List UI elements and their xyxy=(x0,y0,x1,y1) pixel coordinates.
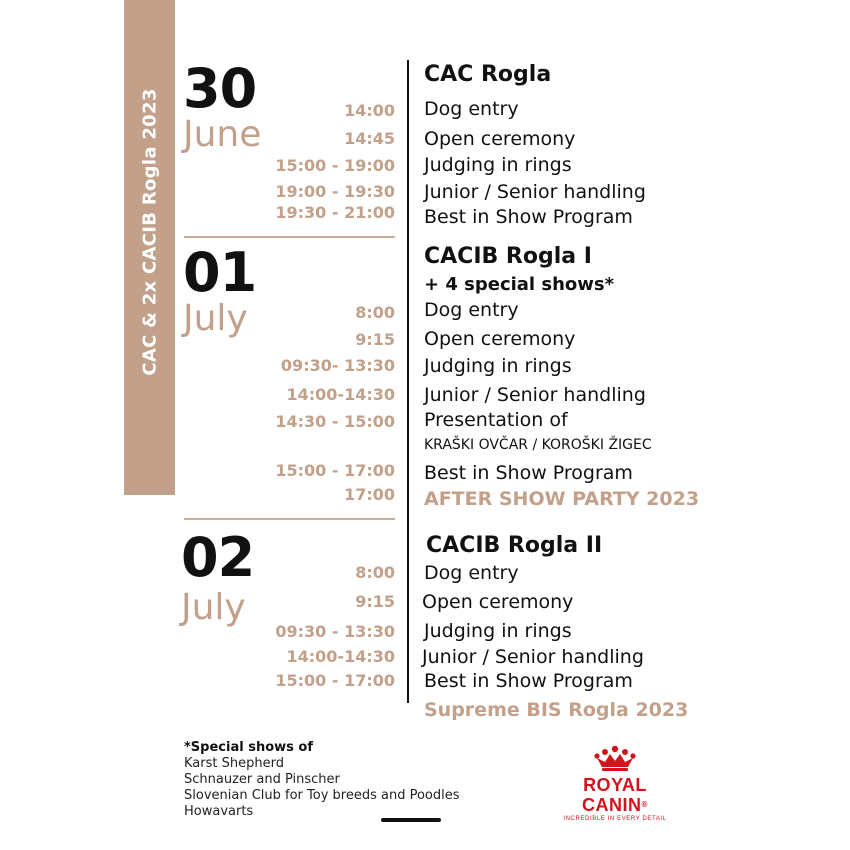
show-title: CACIB Rogla I xyxy=(424,244,592,269)
event-detail: KRAŠKI OVČAR / KOROŠKI ŽIGEC xyxy=(424,437,652,453)
note-item: Slovenian Club for Toy breeds and Poodles xyxy=(184,788,460,803)
time-slot: 15:00 - 17:00 xyxy=(275,671,395,690)
time-slot: 14:45 xyxy=(344,129,395,148)
event-label: Dog entry xyxy=(424,562,519,584)
time-slot: 9:15 xyxy=(355,330,395,349)
time-slot: 14:00 xyxy=(344,101,395,120)
time-slot: 14:00-14:30 xyxy=(286,647,395,666)
time-slot: 09:30- 13:30 xyxy=(280,356,395,375)
event-label: Open ceremony xyxy=(422,591,574,613)
note-title: *Special shows of xyxy=(184,740,313,755)
day-number: 01 xyxy=(183,241,257,304)
event-label: Judging in rings xyxy=(424,355,572,377)
day-divider xyxy=(184,518,395,520)
closing-highlight: Supreme BIS Rogla 2023 xyxy=(424,699,689,721)
show-title: CACIB Rogla II xyxy=(426,533,603,558)
time-slot: 09:30 - 13:30 xyxy=(275,622,395,641)
event-label: Best in Show Program xyxy=(424,670,633,692)
day-divider xyxy=(184,236,395,238)
special-shows-note xyxy=(184,740,460,820)
timeline-divider xyxy=(407,60,409,703)
event-label: Judging in rings xyxy=(424,620,572,642)
day-month: June xyxy=(183,114,262,155)
day-month: July xyxy=(181,587,246,628)
royal-canin-logo xyxy=(548,745,682,822)
time-slot: 15:00 - 19:00 xyxy=(275,156,395,175)
event-label: Junior / Senior handling xyxy=(424,384,646,406)
event-label: Junior / Senior handling xyxy=(422,646,644,668)
note-item: Karst Shepherd xyxy=(184,756,284,771)
show-title: CAC Rogla xyxy=(424,62,552,87)
event-label: Dog entry xyxy=(424,98,519,120)
time-slot: 19:00 - 19:30 xyxy=(275,182,395,201)
time-slot: 15:00 - 17:00 xyxy=(275,461,395,480)
time-slot: 9:15 xyxy=(355,592,395,611)
event-label: Open ceremony xyxy=(424,128,576,150)
day-month: July xyxy=(183,298,248,339)
event-label: Presentation of xyxy=(424,409,568,431)
time-slot: 8:00 xyxy=(355,303,395,322)
crown-icon xyxy=(592,745,638,771)
time-slot: 14:30 - 15:00 xyxy=(275,412,395,431)
event-label: Judging in rings xyxy=(424,154,572,176)
note-item: Howavarts xyxy=(184,804,254,819)
event-label-highlight: AFTER SHOW PARTY 2023 xyxy=(424,488,700,510)
event-label: Dog entry xyxy=(424,299,519,321)
sidebar-title: CAC & 2x CACIB Rogla 2023 xyxy=(139,88,161,376)
logo-tagline: INCREDIBLE IN EVERY DETAIL xyxy=(563,816,667,822)
time-slot: 14:00-14:30 xyxy=(286,385,395,404)
day-number: 02 xyxy=(181,526,255,589)
home-indicator xyxy=(381,818,441,822)
note-item: Schnauzer and Pinscher xyxy=(184,772,340,787)
logo-wordmark: ROYAL CANIN® xyxy=(582,775,648,815)
event-label: Junior / Senior handling xyxy=(424,181,646,203)
event-label: Best in Show Program xyxy=(424,462,633,484)
day-number: 30 xyxy=(183,57,257,120)
time-slot: 19:30 - 21:00 xyxy=(275,203,395,222)
time-slot: 8:00 xyxy=(355,563,395,582)
show-subtitle: + 4 special shows* xyxy=(424,274,615,295)
event-label: Open ceremony xyxy=(424,328,576,350)
time-slot: 17:00 xyxy=(344,485,395,504)
event-label: Best in Show Program xyxy=(424,206,633,228)
